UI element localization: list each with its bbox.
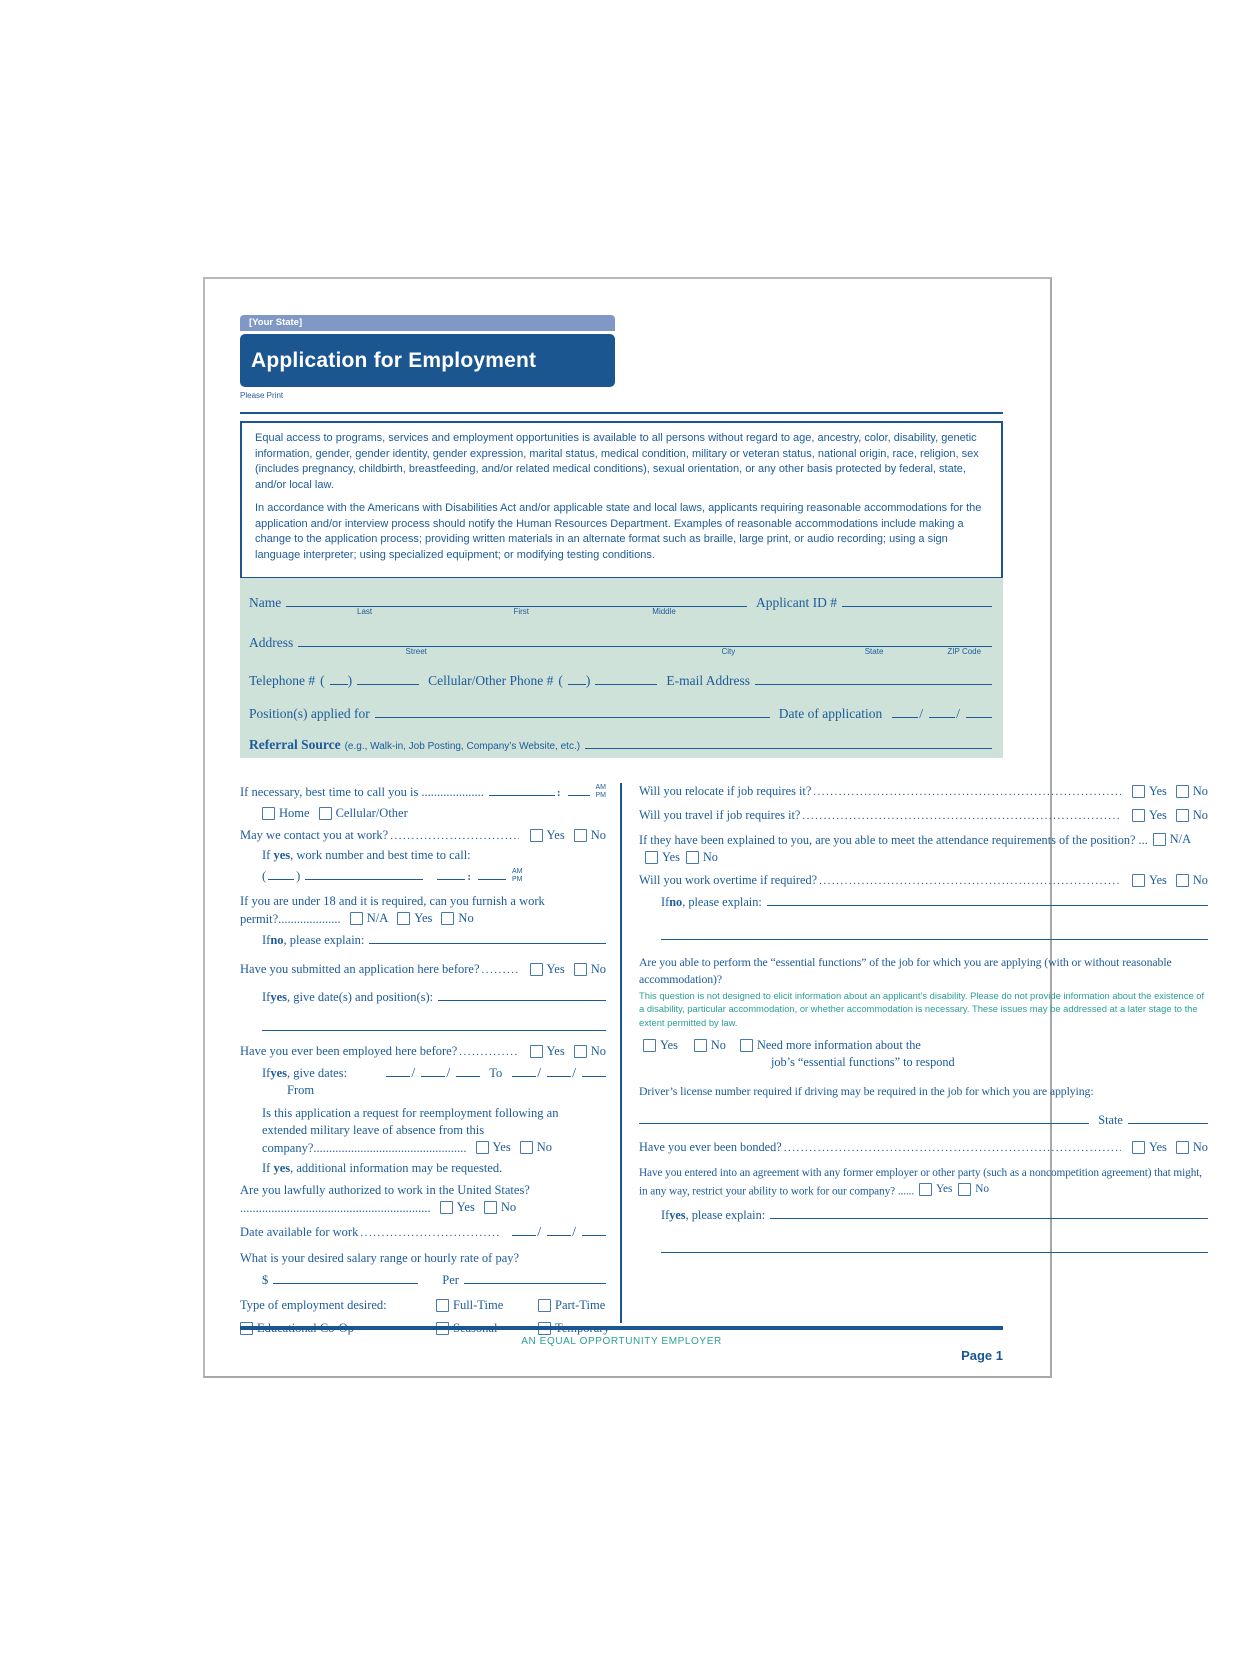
name-row: [249, 594, 992, 616]
work-permit-question-text: If you are under 18 and it is required, can you furnish a work permit?....................: [240, 894, 545, 926]
work-open-paren: (: [262, 869, 267, 883]
lawful-no-checkbox[interactable]: [484, 1201, 497, 1214]
time-colon: :: [556, 787, 561, 799]
form-title: Application for Employment: [251, 349, 537, 372]
date-slash: /: [537, 1225, 542, 1240]
noncompete-explain-row: [661, 1206, 1208, 1224]
dollar-sign: $: [262, 1273, 269, 1288]
employed-no-checkbox[interactable]: [574, 1045, 587, 1058]
to-date-field[interactable]: [507, 1064, 606, 1083]
cellular-open-paren: (: [558, 673, 563, 688]
cellular-area-field[interactable]: [568, 672, 586, 685]
relocate-yes-option[interactable]: [1132, 783, 1167, 800]
lawful-yes-option[interactable]: [440, 1199, 475, 1216]
no-label: No: [1192, 1140, 1208, 1155]
overtime-question: Will you work overtime if required?: [639, 873, 818, 888]
if-prefix: If: [262, 1066, 271, 1080]
eeo-paragraph-equal-access: Equal access to programs, services and employment opportunities is available to all persons without regard to age, ancestry, color, disability, genetic information, gender, gender identity, gender expression, marital status, medical condition, military or veteran status, national origin, race, religion, sex (includes pregnancy, childbirth, breastfeeding, and/or related medical conditions), sexual orientation, or any other basis protected by federal, state, and/or local law.: [255, 432, 979, 492]
no-bold: no: [270, 933, 284, 947]
dot-leader: [482, 961, 519, 978]
home-checkbox-option[interactable]: [262, 805, 310, 822]
disability-disclaimer-text: This question is not designed to elicit information about an applicant’s disability. Please do not provide information about the existence of a disability, particular accommodation, or whether accommodation is necessary. These issues may be addressed at a later stage to the extent permitted by law.: [639, 989, 1205, 1028]
dot-leader: [784, 1139, 1121, 1156]
email-field[interactable]: [755, 672, 992, 685]
work-number-row: [262, 867, 606, 885]
noncompete-yes-option[interactable]: [919, 1182, 952, 1198]
date-of-application-field[interactable]: [887, 705, 992, 723]
please-print-note: Please Print: [240, 391, 284, 400]
no-label: No: [500, 1200, 517, 1214]
relocate-question: Will you relocate if job requires it?: [639, 784, 812, 799]
overtime-no-explain-row: [661, 893, 1208, 911]
contact-at-work-question: May we contact you at work?: [240, 828, 389, 842]
cellular-close-paren: ): [585, 673, 591, 688]
eeo-paragraph-ada: In accordance with the Americans with Disabilities Act and/or applicable state and local laws, applicants requiring reasonable accommodations for the application and/or interview process should notify the Human Resources Department. Examples of reasonable accommodations include making a change to the application process; providing written materials in an alternate format such as braille, large print, or audio recording; using a sign language interpreter; using specialized equipment; or modifying testing conditions.: [255, 501, 982, 562]
yes-bold: yes: [270, 990, 287, 1004]
license-state-field[interactable]: [1128, 1111, 1208, 1124]
noncompete-no-checkbox[interactable]: [958, 1183, 971, 1196]
telephone-label: Telephone #: [249, 673, 316, 688]
bonded-yes-checkbox[interactable]: [1132, 1141, 1145, 1154]
state-tag-banner: [240, 315, 615, 331]
date-slash: /: [572, 1066, 576, 1081]
no-label: No: [1192, 784, 1208, 799]
am-label: AM: [512, 867, 523, 875]
date-slash: /: [411, 1066, 416, 1081]
please-explain-text: , please explain:: [682, 895, 762, 910]
essential-no-option[interactable]: [694, 1037, 726, 1054]
from-day-field[interactable]: [421, 1064, 445, 1077]
yes-label: Yes: [660, 1037, 678, 1052]
to-month-field[interactable]: [512, 1064, 536, 1077]
contact-work-no-option[interactable]: [574, 827, 606, 844]
employed-before-row: [240, 1043, 606, 1060]
reemployment-question-text: Is this application a request for reemployment following an extended military leave of absence from this company?.................................................: [262, 1106, 559, 1155]
need-more-info-checkbox[interactable]: [740, 1039, 753, 1052]
submitted-before-question: Have you submitted an application here before?: [240, 962, 480, 976]
applicant-id-field[interactable]: [842, 594, 992, 607]
application-form-page: [203, 277, 1208, 1378]
available-day-field[interactable]: [547, 1223, 571, 1236]
essential-yes-checkbox[interactable]: [643, 1039, 656, 1052]
part-time-option[interactable]: [538, 1297, 610, 1314]
noncompete-yes-checkbox[interactable]: [919, 1183, 932, 1196]
permit-yes-option[interactable]: [397, 910, 432, 927]
reemployment-question: [262, 1105, 606, 1157]
dot-leader: [819, 872, 1121, 889]
relocate-yes-checkbox[interactable]: [1132, 785, 1145, 798]
overtime-explain-field[interactable]: [767, 893, 1208, 906]
noncompete-explain-field-2[interactable]: [661, 1240, 1208, 1253]
available-month-field[interactable]: [512, 1223, 536, 1236]
employed-yes-option[interactable]: [530, 1043, 565, 1060]
work-time-hour-field[interactable]: [437, 867, 465, 880]
equal-opportunity-statement: AN EQUAL OPPORTUNITY EMPLOYER: [521, 1336, 722, 1347]
need-more-line-1: Need more information about the: [756, 1037, 921, 1052]
salary-question-text: What is your desired salary range or hourly rate of pay?: [240, 1251, 520, 1266]
na-label: N/A: [1169, 832, 1191, 847]
attendance-na-option[interactable]: [1153, 831, 1191, 848]
if-prefix: If: [661, 1207, 670, 1222]
submitted-before-row: [240, 961, 606, 978]
eeo-notice-box: [240, 421, 1003, 579]
permit-yes-checkbox[interactable]: [397, 912, 410, 925]
permit-no-checkbox[interactable]: [441, 912, 454, 925]
bonded-no-option[interactable]: [1176, 1139, 1208, 1156]
full-time-checkbox[interactable]: [436, 1299, 449, 1312]
header-divider: [240, 412, 1003, 414]
reemploy-no-option[interactable]: [520, 1139, 552, 1156]
dates-positions-field[interactable]: [438, 988, 606, 1001]
travel-no-option[interactable]: [1176, 807, 1208, 824]
travel-yes-checkbox[interactable]: [1132, 809, 1145, 822]
date-of-application-label: Date of application: [778, 706, 883, 721]
bonded-row: [639, 1139, 1208, 1156]
lawfully-authorized-question: [240, 1182, 606, 1217]
yes-bold: yes: [273, 848, 291, 862]
best-time-field[interactable]: [489, 783, 555, 796]
address-zip-sublabel: ZIP Code: [947, 647, 982, 656]
essential-functions-question: [639, 954, 1208, 987]
lawful-no-option[interactable]: [484, 1199, 516, 1216]
no-label: No: [458, 911, 474, 925]
dot-leader: [802, 807, 1121, 824]
best-time-minutes-field[interactable]: [568, 783, 590, 796]
reemploy-yes-option[interactable]: [476, 1139, 511, 1156]
home-label: Home: [279, 806, 310, 820]
pm-label: PM: [512, 876, 523, 883]
no-label: No: [1192, 808, 1208, 823]
employment-type-section: [240, 1297, 606, 1337]
address-row: [249, 634, 992, 656]
cellular-field[interactable]: [595, 672, 657, 685]
salary-period-field[interactable]: [464, 1271, 606, 1284]
telephone-close-paren: ): [347, 673, 353, 688]
yes-label: Yes: [662, 850, 680, 865]
date-slash: /: [956, 707, 960, 722]
work-close-paren: ): [296, 869, 301, 883]
date-slash: /: [572, 1225, 576, 1240]
cellular-other-checkbox-option[interactable]: [319, 805, 408, 822]
pm-label: PM: [595, 792, 606, 799]
date-day-field[interactable]: [929, 705, 955, 718]
am-label: AM: [595, 783, 606, 791]
yes-bold: yes: [273, 1161, 291, 1175]
best-time-row: [240, 783, 606, 801]
employed-before-question: Have you ever been employed here before?: [240, 1044, 458, 1058]
if-yes-work-number-text: , work number and best time to call:: [290, 848, 471, 862]
position-row: [249, 705, 992, 723]
travel-row: [639, 807, 1208, 824]
if-prefix: If: [262, 933, 271, 947]
yes-label: Yes: [1148, 1140, 1167, 1155]
bonded-yes-option[interactable]: [1132, 1139, 1167, 1156]
yes-label: Yes: [1148, 873, 1167, 888]
submitted-yes-checkbox[interactable]: [530, 963, 543, 976]
date-slash: /: [537, 1066, 542, 1081]
attendance-yes-checkbox[interactable]: [645, 851, 658, 864]
address-street-sublabel: Street: [405, 647, 427, 656]
date-available-question: Date available for work: [240, 1225, 359, 1239]
employment-type-label: Type of employment desired:: [240, 1298, 387, 1313]
applicant-info-section: [240, 578, 1003, 758]
attendance-no-option[interactable]: [686, 849, 718, 866]
no-label: No: [702, 850, 718, 865]
drivers-license-question: [639, 1083, 1208, 1099]
salary-amount-field[interactable]: [273, 1271, 418, 1284]
name-label: Name: [249, 595, 282, 610]
essential-no-checkbox[interactable]: [694, 1039, 707, 1052]
travel-question: Will you travel if job requires it?: [639, 808, 801, 823]
yes-label: Yes: [936, 1182, 953, 1195]
overtime-row: [639, 872, 1208, 889]
cellular-other-checkbox[interactable]: [319, 807, 332, 820]
lawfully-authorized-text: Are you lawfully authorized to work in the United States? .............................................................: [240, 1183, 530, 1215]
yes-label: Yes: [546, 962, 565, 976]
am-pm-label: [512, 868, 523, 885]
license-answer-row: [639, 1111, 1208, 1129]
dates-positions-text: , give date(s) and position(s):: [287, 990, 434, 1004]
dates-positions-field-2[interactable]: [262, 1018, 606, 1031]
yes-label: Yes: [492, 1140, 511, 1154]
address-label: Address: [249, 635, 294, 650]
form-title-banner: [240, 334, 615, 387]
page-number: Page 1: [961, 1348, 1003, 1363]
no-label: No: [975, 1182, 989, 1195]
need-more-line-2: job’s “essential functions” to respond: [770, 1054, 955, 1069]
best-time-question: If necessary, best time to call you is ....................: [240, 785, 484, 799]
available-year-field[interactable]: [582, 1223, 606, 1236]
permit-na-checkbox[interactable]: [350, 912, 363, 925]
to-year-field[interactable]: [582, 1064, 606, 1077]
travel-no-checkbox[interactable]: [1176, 809, 1189, 822]
overtime-yes-checkbox[interactable]: [1132, 874, 1145, 887]
relocate-no-option[interactable]: [1176, 783, 1208, 800]
attendance-yes-option[interactable]: [645, 849, 680, 866]
attendance-question-text: If they have been explained to you, are you able to meet the attendance requirements of the position? ...: [639, 833, 1148, 848]
if-prefix: If: [262, 848, 274, 862]
permit-no-option[interactable]: [441, 910, 473, 927]
home-checkbox[interactable]: [262, 807, 275, 820]
employed-yes-checkbox[interactable]: [530, 1045, 543, 1058]
dot-leader: [360, 1224, 500, 1241]
please-explain-text: , please explain:: [685, 1207, 766, 1222]
if-prefix: If: [262, 990, 271, 1004]
date-available-row: [240, 1223, 606, 1242]
overtime-yes-option[interactable]: [1132, 872, 1167, 889]
lawful-yes-checkbox[interactable]: [440, 1201, 453, 1214]
no-label: No: [590, 1044, 606, 1058]
date-slash: /: [919, 707, 924, 722]
from-month-field[interactable]: [386, 1064, 410, 1077]
part-time-label: Part-Time: [555, 1298, 606, 1313]
if-prefix: If: [262, 1161, 274, 1175]
position-label: Position(s) applied for: [249, 706, 370, 721]
submitted-no-checkbox[interactable]: [574, 963, 587, 976]
am-pm-label: [596, 784, 607, 801]
work-permit-question: [240, 893, 606, 928]
travel-yes-option[interactable]: [1132, 807, 1167, 824]
attendance-na-checkbox[interactable]: [1153, 833, 1166, 846]
telephone-area-field[interactable]: [330, 672, 348, 685]
no-label: No: [536, 1140, 552, 1154]
yes-label: Yes: [456, 1200, 475, 1214]
no-label: No: [710, 1037, 726, 1052]
from-date-field[interactable]: [381, 1064, 480, 1083]
full-time-label: Full-Time: [453, 1298, 504, 1313]
date-slash: /: [446, 1066, 451, 1081]
please-explain-text: , please explain:: [283, 933, 365, 947]
permit-no-explain-row: [262, 931, 606, 949]
reemploy-yes-checkbox[interactable]: [476, 1141, 489, 1154]
work-time-colon: :: [467, 871, 472, 883]
questionnaire-section: [240, 783, 1208, 1323]
from-year-field[interactable]: [456, 1064, 480, 1077]
essential-yes-option[interactable]: [643, 1037, 678, 1054]
need-more-info-label: [757, 1037, 955, 1071]
noncompete-question: [639, 1166, 1208, 1199]
contact-at-work-row: [240, 827, 606, 844]
dot-leader: [390, 827, 518, 844]
work-number-field[interactable]: [305, 867, 423, 880]
part-time-checkbox[interactable]: [538, 1299, 551, 1312]
no-label: No: [590, 962, 606, 976]
cellular-label: Cellular/Other Phone #: [428, 673, 554, 688]
telephone-field[interactable]: [357, 672, 419, 685]
questionnaire-right-column: [620, 783, 1208, 1323]
permit-explain-field[interactable]: [369, 931, 606, 944]
name-middle-sublabel: Middle: [652, 607, 676, 616]
yes-label: Yes: [414, 911, 433, 925]
if-prefix: If: [661, 895, 670, 910]
yes-bold: yes: [669, 1207, 686, 1222]
address-field[interactable]: [298, 634, 992, 656]
applicant-id-label: Applicant ID #: [756, 595, 837, 610]
referral-row: [249, 736, 992, 753]
per-label: Per: [442, 1273, 459, 1288]
date-year-field[interactable]: [966, 705, 992, 718]
contact-work-no-checkbox[interactable]: [574, 829, 587, 842]
additional-info-text: , additional information may be requested.: [290, 1161, 503, 1175]
name-first-sublabel: First: [513, 607, 529, 616]
referral-source-hint: (e.g., Walk-in, Job Posting, Company’s Website, etc.): [344, 741, 581, 752]
phone-type-row: [262, 805, 606, 822]
essential-functions-answer-row: [639, 1037, 1208, 1071]
position-field[interactable]: [375, 705, 770, 718]
reemployment-note: [262, 1160, 606, 1177]
attendance-question: [639, 831, 1208, 867]
bonded-question: Have you ever been bonded?: [639, 1140, 782, 1155]
contact-work-yes-checkbox[interactable]: [530, 829, 543, 842]
telephone-open-paren: (: [320, 673, 325, 688]
no-label: No: [590, 828, 606, 842]
email-label: E-mail Address: [666, 673, 751, 688]
if-yes-work-number-note: [262, 847, 606, 864]
submitted-dates-extra-row: [262, 1018, 606, 1031]
questionnaire-left-column: [240, 783, 606, 1323]
drivers-license-text: Driver’s license number required if driving may be required in the job for which you are applying:: [639, 1083, 1094, 1098]
to-day-field[interactable]: [547, 1064, 571, 1077]
address-state-sublabel: State: [864, 647, 884, 656]
contact-work-yes-option[interactable]: [530, 827, 565, 844]
state-tag-label: [Your State]: [249, 317, 303, 328]
license-number-field[interactable]: [639, 1111, 1089, 1124]
cellular-other-label: Cellular/Other: [335, 806, 408, 820]
relocate-row: [639, 783, 1208, 800]
overtime-no-option[interactable]: [1176, 872, 1208, 889]
dot-leader: [813, 783, 1121, 800]
date-month-field[interactable]: [892, 705, 918, 718]
dot-leader: [459, 1043, 518, 1060]
overtime-no-checkbox[interactable]: [1176, 874, 1189, 887]
yes-label: Yes: [546, 1044, 565, 1058]
work-area-code-field[interactable]: [268, 867, 294, 880]
submitted-yes-option[interactable]: [530, 961, 565, 978]
noncompete-explain-field[interactable]: [770, 1206, 1208, 1219]
salary-row: [262, 1271, 606, 1289]
overtime-explain-field-2[interactable]: [661, 927, 1208, 940]
submitted-no-option[interactable]: [574, 961, 606, 978]
noncompete-question-text: Have you entered into an agreement with any former employer or other party (such as a noncompetition agreement) that might, in any way, restrict your ability to work for our company? ......: [639, 1167, 1203, 1198]
yes-label: Yes: [1148, 808, 1167, 823]
address-city-sublabel: City: [721, 647, 736, 656]
na-label: N/A: [366, 911, 389, 925]
name-field[interactable]: [286, 594, 747, 616]
date-available-field[interactable]: [507, 1223, 606, 1242]
name-last-sublabel: Last: [357, 607, 373, 616]
noncompete-no-option[interactable]: [958, 1182, 989, 1198]
no-bold: no: [669, 895, 683, 910]
noncompete-explain-extra-row: [661, 1240, 1208, 1253]
permit-na-option[interactable]: [350, 910, 389, 927]
referral-source-label: Referral Source: [249, 737, 341, 752]
attendance-no-checkbox[interactable]: [686, 851, 699, 864]
submitted-dates-row: [262, 988, 606, 1006]
overtime-explain-extra-row: [661, 927, 1208, 940]
essential-functions-text: Are you able to perform the “essential functions” of the job for which you are applying (with or without reasonable accommodation)?: [639, 955, 1172, 986]
reemploy-no-checkbox[interactable]: [520, 1141, 533, 1154]
employment-dates-row: [262, 1064, 606, 1099]
referral-source-field[interactable]: [585, 736, 992, 749]
salary-question: [240, 1250, 606, 1267]
bonded-no-checkbox[interactable]: [1176, 1141, 1189, 1154]
need-more-info-option[interactable]: [740, 1037, 955, 1071]
yes-label: Yes: [546, 828, 565, 842]
give-dates-text: , give dates: From: [287, 1066, 348, 1097]
to-label: To: [489, 1066, 503, 1080]
yes-bold: yes: [270, 1066, 287, 1080]
no-label: No: [1192, 873, 1208, 888]
disability-disclaimer-note: [639, 989, 1208, 1029]
footer-divider: [240, 1326, 1003, 1330]
license-state-label: State: [1098, 1113, 1123, 1128]
employed-no-option[interactable]: [574, 1043, 606, 1060]
yes-label: Yes: [1148, 784, 1167, 799]
relocate-no-checkbox[interactable]: [1176, 785, 1189, 798]
full-time-option[interactable]: [436, 1297, 538, 1314]
phone-row: [249, 672, 992, 689]
work-time-minutes-field[interactable]: [478, 867, 506, 880]
